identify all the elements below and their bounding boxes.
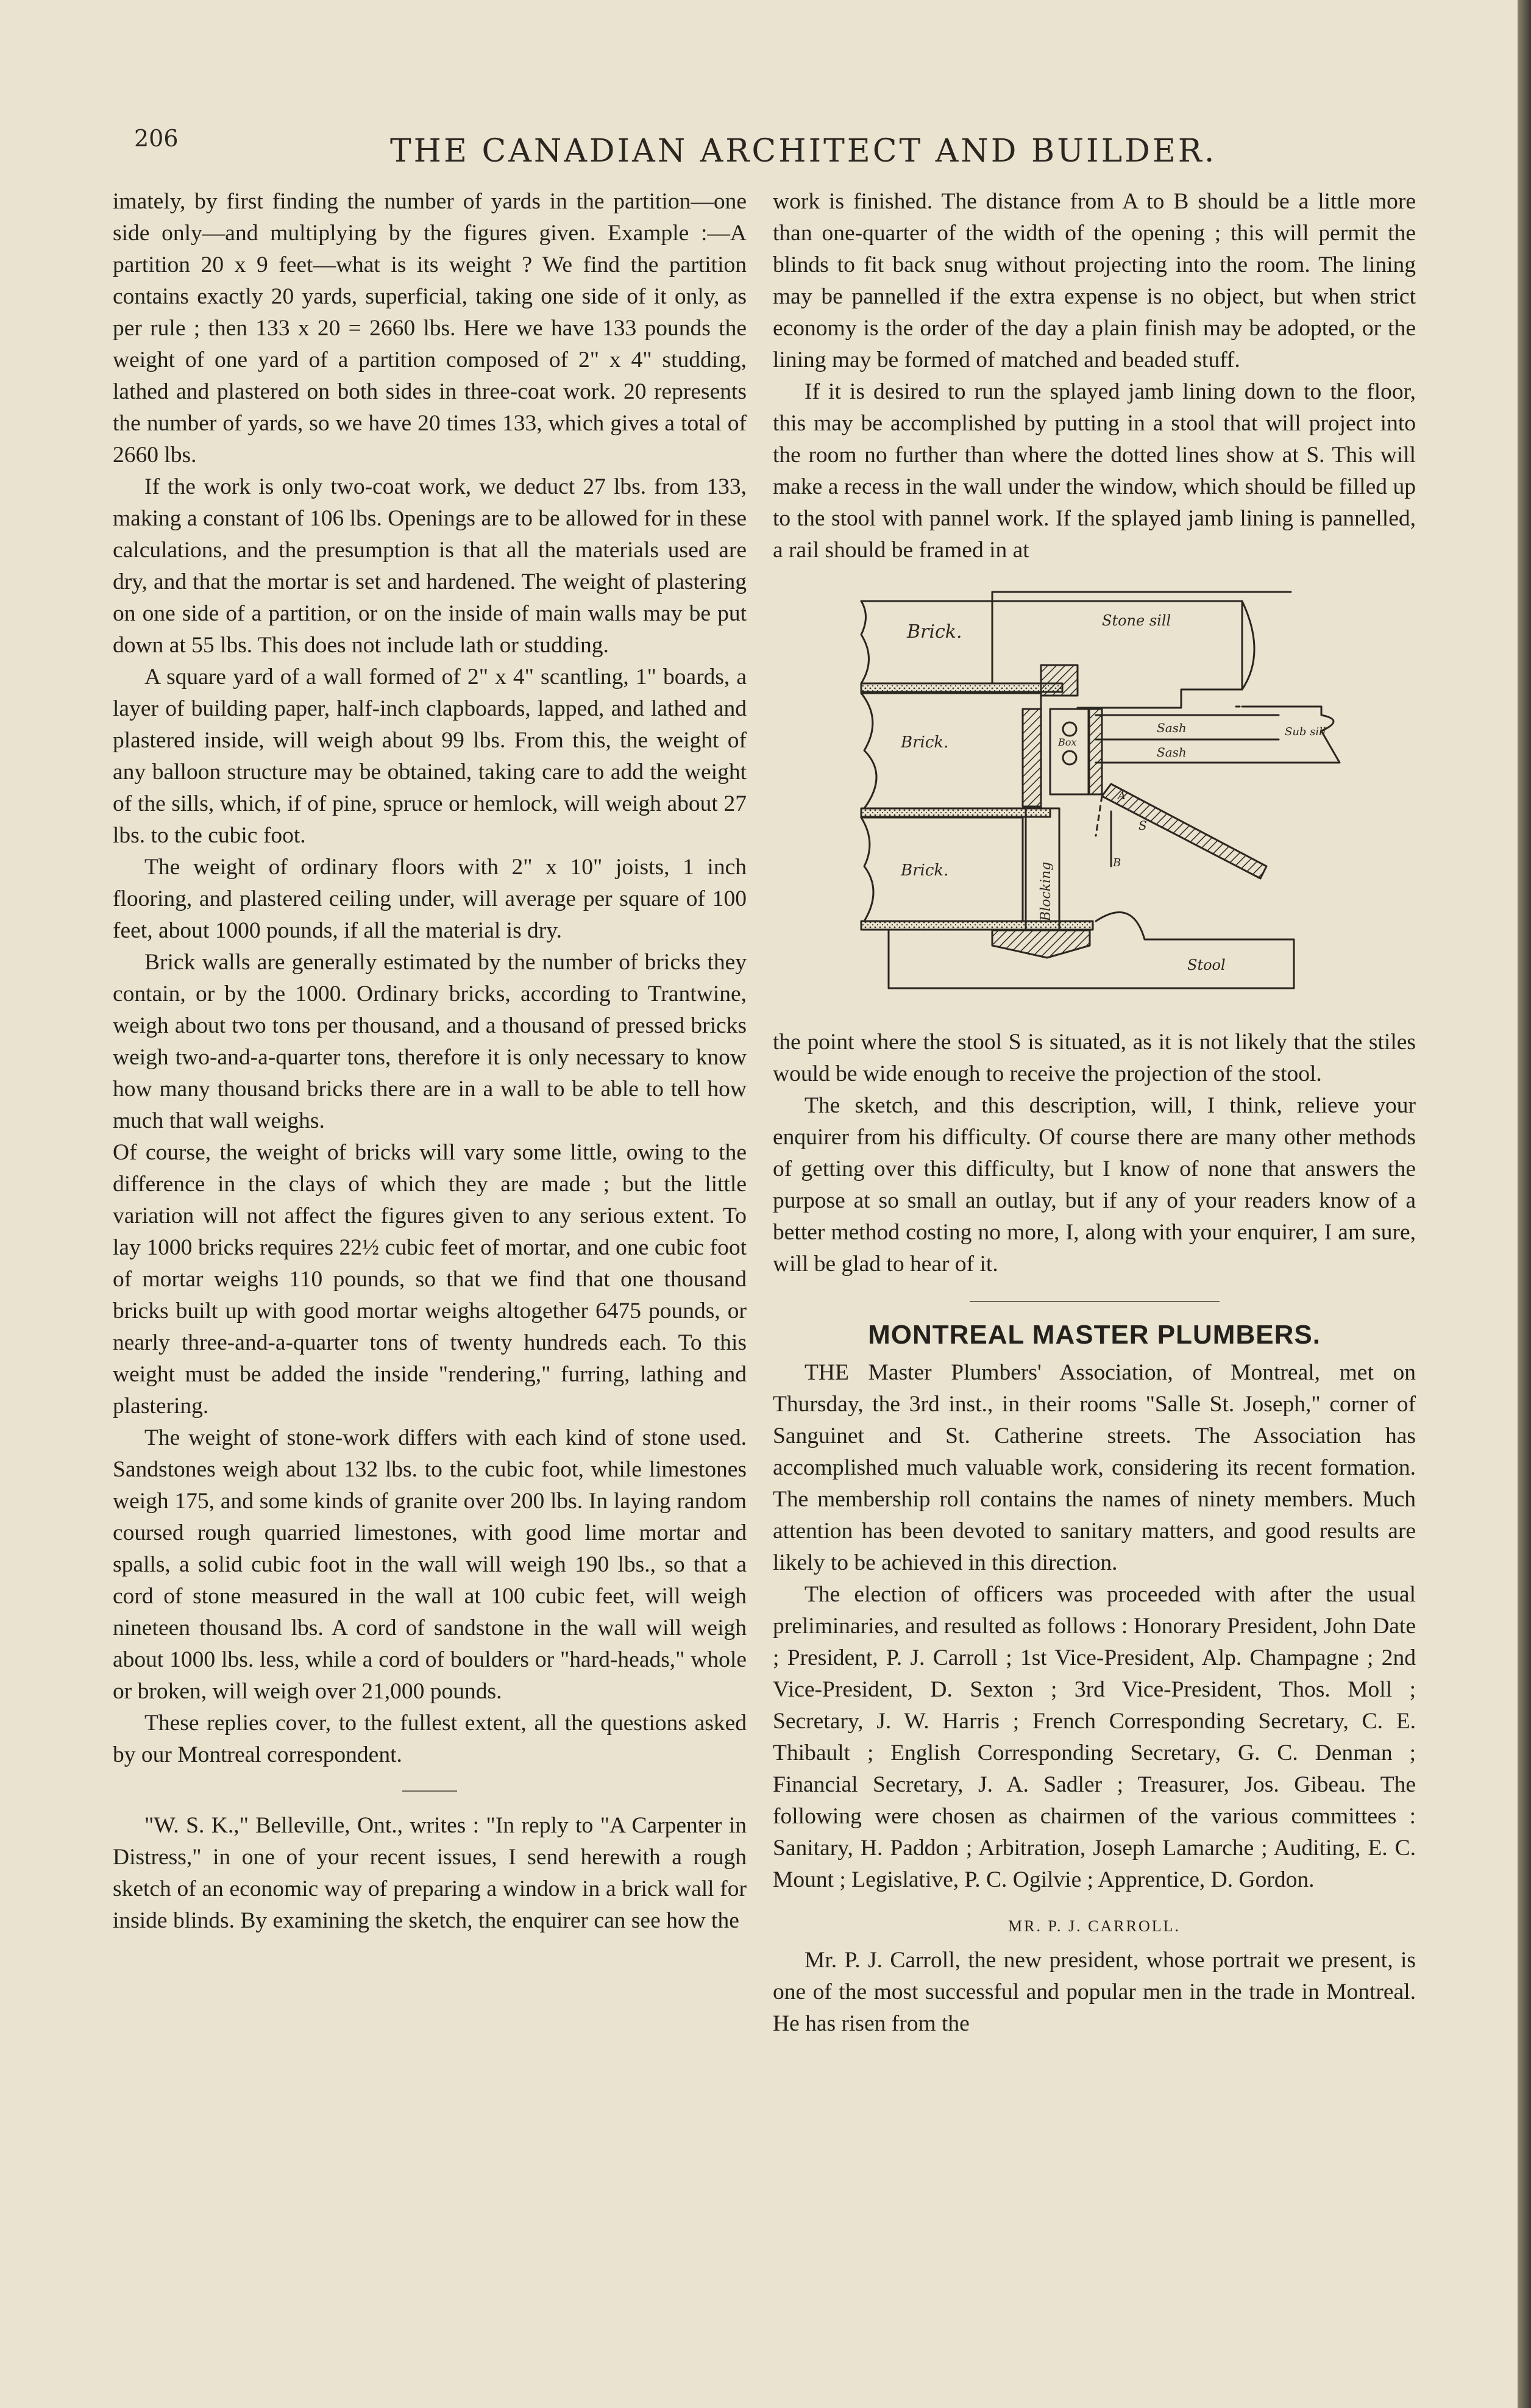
paragraph: These replies cover, to the fullest extent, all the questions asked by our Montreal correspondent.: [113, 1711, 747, 1767]
paragraph: The weight of ordinary floors with 2" x 10" joists, 1 inch flooring, and plastered ceiling under, will average per square of 100 feet, about 1000 pounds, if all the material is dry.: [113, 855, 747, 943]
label-brick-middle: Brick.: [901, 733, 949, 752]
label-b: B: [1113, 857, 1121, 869]
paragraph: A square yard of a wall formed of 2" x 4" scantling, 1" boards, a layer of building paper, half-inch clapboards, lapped, and lathed and plastered inside, will weigh about 99 lbs. From this, the weight of any balloon structure may be obtained, taking care to add the weight of the sills, which, if of pine, spruce or hemlock, will weigh about 27 lbs. to the cubic foot.: [113, 664, 747, 848]
paragraph: the point where the stool S is situated, as it is not likely that the stiles would be wide enough to receive the projection of the stool.: [773, 1030, 1416, 1086]
label-stone-sill: Stone sill: [1102, 612, 1171, 629]
paragraph: Of course, the weight of bricks will vary some little, owing to the difference in the clays of which they are made ; but the little variation will not affect the figures given to any serious extent. To lay 1000 bricks requires 22½ cubic feet of mortar, and one cubic foot of mortar weighs 110 pounds, so that we find that one thousand bricks built up with good mortar weighs altogether 6475 pounds, or nearly three-and-a-quarter tons of twenty hundreds each. To this weight must be added the inside "rendering," furring, lathing and plastering.: [113, 1140, 747, 1419]
subsection-heading: MR. P. J. CARROLL.: [1008, 1917, 1181, 1935]
stone-sill-outline: [992, 592, 1291, 601]
label-blocking: Blocking: [1039, 861, 1054, 921]
paragraph: Brick walls are generally estimated by the number of bricks they contain, or by the 1000. Ordinary bricks, according to Trantwine, weigh about two tons per thousand, and a thousand of pressed bricks weigh two-and-a-quarter tons, therefore it is only necessary to know how many thousand bricks there are in a wall to be able to tell how much that wall weighs.: [113, 950, 747, 1133]
label-stool: Stool: [1187, 956, 1226, 974]
label-s: S: [1138, 818, 1147, 833]
page-number: 206: [134, 125, 179, 152]
divider: [970, 1301, 1220, 1302]
paragraph: The weight of stone-work differs with each kind of stone used. Sandstones weigh about 132 lbs. to the cubic foot, while limestones weigh 175, and some kinds of granite over 200 lbs. In laying random coursed rough quarried limestones, with good lime mortar and spalls, a solid cubic foot in the wall will weigh 190 lbs., so that a cord of stone measured in the wall at 100 cubic feet, will weigh nineteen thousand lbs. A cord of sandstone in the wall will weigh about 1000 lbs. less, while a cord of boulders or "hard-heads," whole or broken, will weigh over 21,000 pounds.: [113, 1425, 747, 1704]
running-title: THE CANADIAN ARCHITECT AND BUILDER.: [390, 133, 1217, 169]
paragraph: If it is desired to run the splayed jamb lining down to the floor, this may be accomplished by putting in a stool that will project into the room no further than where the dotted lines show at S. This will make a recess in the wall under the window, which should be filled up to the stool with pannel work. If the splayed jamb lining is pannelled, a rail should be framed in at: [773, 379, 1416, 563]
paragraph: work is finished. The distance from A to B should be a little more than one-quarter of the width of the opening ; this will permit the blinds to fit back snug without projecting into the room. The lining may be pannelled if the extra expense is no object, but when strict economy is the order of the day a plain finish may be adopted, or the lining may be formed of matched and beaded stuff.: [773, 189, 1416, 372]
section-heading: MONTREAL MASTER PLUMBERS.: [868, 1320, 1321, 1350]
paragraph: The sketch, and this description, will, I think, relieve your enquirer from his difficulty. Of course there are many other methods of getting over this difficulty, but I know of none that answers the purpose at so small an outlay, but if any of your readers know of a better method costing no more, I, along with your enquirer, I am sure, will be glad to hear of it.: [773, 1093, 1416, 1277]
left-column: [113, 186, 747, 1937]
page-edge-shadow: [1518, 0, 1531, 2408]
label-sub-sill: Sub sill: [1285, 725, 1326, 738]
window-sketch-figure: [840, 580, 1346, 1006]
paragraph: imately, by first finding the number of yards in the partition—one side only—and multiplying by the figures given. Example :—A partition 20 x 9 feet—what is its weight ? We find the partition contains exactly 20 yards, superficial, taking one side of it only, as per rule ; then 133 x 20 = 2660 lbs. Here we have 133 pounds the weight of one yard of a partition composed of 2" x 4" studding, lathed and plastered on both sides in three-coat work. 20 represents the number of yards, so we have 20 times 133, which gives a total of 2660 lbs.: [113, 189, 747, 468]
label-sash-upper: Sash: [1157, 721, 1187, 735]
label-box: Box: [1058, 736, 1077, 748]
right-column: [773, 186, 1416, 2040]
label-a: A: [1118, 789, 1126, 802]
label-sash-lower: Sash: [1157, 745, 1187, 760]
paragraph: "W. S. K.," Belleville, Ont., writes : "In reply to "A Carpenter in Distress," in one of your recent issues, I send herewith a rough sketch of an economic way of preparing a window in a brick wall for inside blinds. By examining the sketch, the enquirer can see how the: [113, 1813, 747, 1933]
divider: [402, 1790, 457, 1792]
label-brick-bottom: Brick.: [901, 861, 949, 880]
paragraph: Mr. P. J. Carroll, the new president, whose portrait we present, is one of the most successful and popular men in the trade in Montreal. He has risen from the: [773, 1948, 1416, 2036]
paragraph: If the work is only two-coat work, we deduct 27 lbs. from 133, making a constant of 106 lbs. Openings are to be allowed for in these calculations, and the presumption is that all the materials used are dry, and that the mortar is set and hardened. The weight of plastering on one side of a partition, or on the inside of main walls may be put down at 55 lbs. This does not include lath or studding.: [113, 474, 747, 658]
paragraph: THE Master Plumbers' Association, of Montreal, met on Thursday, the 3rd inst., in their rooms "Salle St. Joseph," corner of Sanguinet and St. Catherine streets. The Association has accomplished much valuable work, considering its recent formation. The membership roll contains the names of ninety members. Much attention has been devoted to sanitary matters, and good results are likely to be achieved in this direction.: [773, 1360, 1416, 1575]
paragraph: The election of officers was proceeded with after the usual preliminaries, and resulted as follows : Honorary President, John Date ; President, P. J. Carroll ; 1st Vice-President, Alp. Champagne ; 2nd Vice-President, D. Sexton ; 3rd Vice-President, Thos. Moll ; Secretary, J. W. Harris ; French Corresponding Secretary, C. E. Thibault ; English Corresponding Secretary, G. C. Denman ; Financial Secretary, J. A. Sadler ; Treasurer, Jos. Gibeau. The following were chosen as chairmen of the various committees : Sanitary, H. Paddon ; Arbitration, Joseph Lamarche ; Auditing, E. C. Mount ; Legislative, P. C. Ogilvie ; Apprentice, D. Gordon.: [773, 1582, 1416, 1892]
label-brick-top: Brick.: [907, 621, 962, 643]
